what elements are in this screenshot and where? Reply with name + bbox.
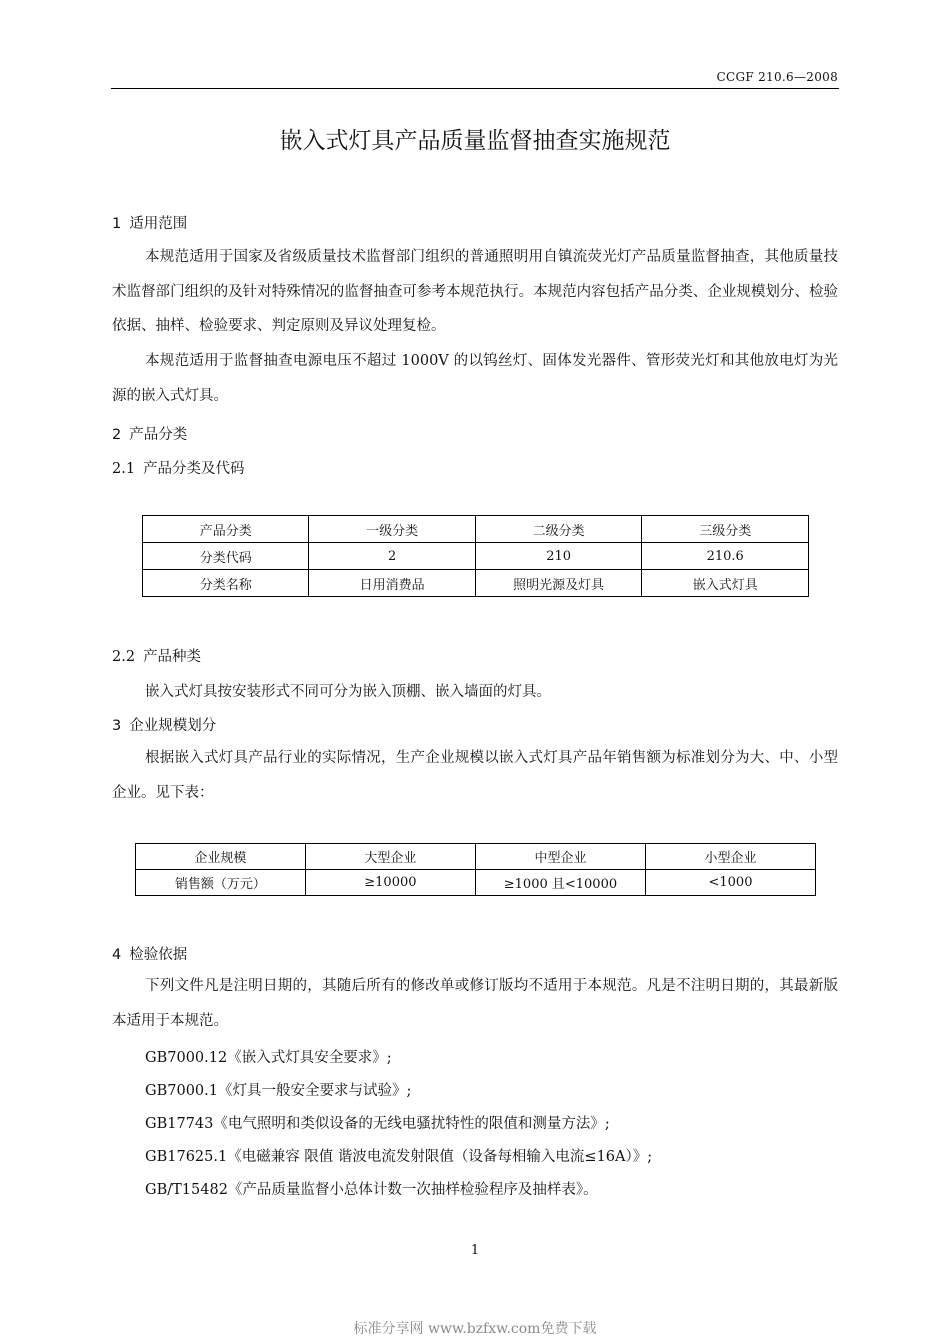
table-row — [143, 516, 809, 543]
table-cell: 企业规模 — [136, 844, 306, 870]
table-cell: ≥10000 — [305, 870, 475, 896]
section-2-title: 产品分类 — [129, 427, 188, 443]
reference-item: GB7000.12《嵌入式灯具安全要求》; — [145, 1050, 392, 1066]
reference-item: GB17625.1《电磁兼容 限值 谐波电流发射限值（设备每相输入电流≤16A）》; — [145, 1149, 653, 1165]
table-cell: 一级分类 — [309, 516, 475, 543]
section-3-heading — [112, 714, 216, 735]
table-cell: 分类代码 — [143, 543, 309, 570]
section-1-paragraph-2: 本规范适用于监督抽查电源电压不超过 1000V 的以钨丝灯、固体发光器件、管形荧光灯和其他放电灯为光源的嵌入式灯具。 — [112, 353, 838, 404]
document-title: 嵌入式灯具产品质量监督抽查实施规范 — [279, 128, 671, 154]
table-row — [143, 570, 809, 597]
section-4-paragraph-1: 下列文件凡是注明日期的，其随后所有的修改单或修订版均不适用于本规范。凡是不注明日期的，其最新版本适用于本规范。 — [112, 978, 838, 1029]
section-3-number: 3 — [112, 718, 122, 734]
section-2-number: 2 — [112, 427, 122, 443]
table-cell: ≥1000 且<10000 — [475, 870, 645, 896]
table-cell: <1000 — [645, 870, 815, 896]
section-1-paragraph-1: 本规范适用于国家及省级质量技术监督部门组织的普通照明用自镇流荧光灯产品质量监督抽查，其他质量技术监督部门组织的及针对特殊情况的监督抽查可参考本规范执行。本规范内容包括产品分类、企业规模划分、检验依据、抽样、检验要求、判定原则及异议处理复检。 — [112, 249, 838, 334]
section-1-heading — [112, 212, 187, 233]
table-row — [143, 543, 809, 570]
reference-item: GB/T15482《产品质量监督小总体计数一次抽样检验程序及抽样表》。 — [145, 1182, 598, 1198]
product-classification-table — [142, 515, 809, 597]
section-2-2-title: 产品种类 — [143, 649, 202, 665]
table-cell: 销售额（万元） — [136, 870, 306, 896]
reference-item: GB17743《电气照明和类似设备的无线电骚扰特性的限值和测量方法》; — [145, 1116, 610, 1132]
footer-watermark: 标准分享网 www.bzfxw.com免费下载 — [353, 1321, 597, 1337]
section-2-1-heading — [112, 457, 245, 478]
table-cell: 中型企业 — [475, 844, 645, 870]
section-2-1-number: 2.1 — [112, 461, 136, 477]
section-4-number: 4 — [112, 947, 122, 963]
table-cell: 小型企业 — [645, 844, 815, 870]
section-2-heading — [112, 423, 187, 444]
section-2-2-heading — [112, 645, 201, 666]
document-code: CCGF 210.6—2008 — [716, 70, 838, 84]
table-cell: 三级分类 — [642, 516, 809, 543]
section-4-heading — [112, 943, 187, 964]
table-cell: 二级分类 — [475, 516, 642, 543]
section-2-2-text: 嵌入式灯具按安装形式不同可分为嵌入顶棚、嵌入墙面的灯具。 — [145, 684, 551, 700]
header-rule — [111, 88, 839, 89]
section-1-title: 适用范围 — [129, 216, 188, 232]
table-cell: 210.6 — [642, 543, 809, 570]
section-1-number: 1 — [112, 216, 122, 232]
table-cell: 照明光源及灯具 — [475, 570, 642, 597]
enterprise-scale-table — [135, 843, 816, 896]
section-2-1-title: 产品分类及代码 — [143, 461, 245, 477]
table-cell: 210 — [475, 543, 642, 570]
table-cell: 大型企业 — [305, 844, 475, 870]
table-cell: 分类名称 — [143, 570, 309, 597]
table-row — [136, 870, 816, 896]
section-4-title: 检验依据 — [129, 947, 188, 963]
section-3-title: 企业规模划分 — [129, 718, 217, 734]
table-cell: 产品分类 — [143, 516, 309, 543]
section-2-2-number: 2.2 — [112, 649, 136, 665]
reference-item: GB7000.1《灯具一般安全要求与试验》; — [145, 1083, 412, 1099]
table-row — [136, 844, 816, 870]
page-number: 1 — [470, 1243, 480, 1258]
table-cell: 日用消费品 — [309, 570, 475, 597]
table-cell: 嵌入式灯具 — [642, 570, 809, 597]
section-3-paragraph-1: 根据嵌入式灯具产品行业的实际情况，生产企业规模以嵌入式灯具产品年销售额为标准划分为大、中、小型企业。见下表： — [112, 750, 838, 801]
table-cell: 2 — [309, 543, 475, 570]
